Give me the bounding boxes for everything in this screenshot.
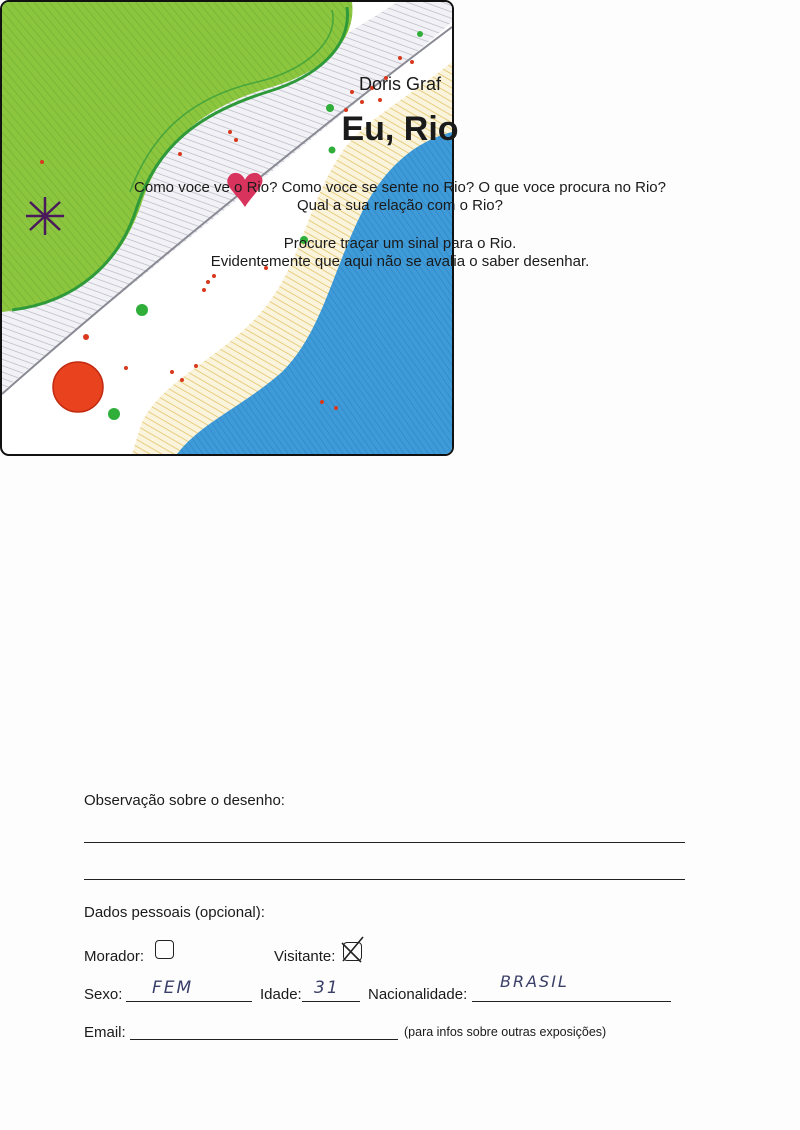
idade-line[interactable] [302, 1001, 360, 1002]
personal-data-label: Dados pessoais (opcional): [84, 904, 265, 921]
question-line-2: Qual a sua relação com o Rio? [297, 197, 503, 214]
sexo-value: FEM [152, 978, 194, 998]
observation-line-2[interactable] [84, 879, 685, 880]
rio-drawing [2, 2, 452, 454]
nacionalidade-label: Nacionalidade: [368, 986, 468, 1003]
email-note: (para infos sobre outras exposições) [404, 1025, 607, 1039]
check-mark-icon [339, 935, 365, 963]
drawing-frame [0, 0, 454, 456]
email-line[interactable] [130, 1039, 398, 1040]
idade-value: 31 [314, 978, 340, 998]
morador-checkbox[interactable] [155, 940, 174, 959]
visitante-label: Visitante: [274, 948, 336, 965]
question-line-1: Como voce ve o Rio? Como voce se sente no Rio? O que voce procura no Rio? [134, 179, 666, 196]
observation-label: Observação sobre o desenho: [84, 792, 285, 809]
sexo-label: Sexo: [84, 986, 123, 1003]
instruction-line-1: Procure traçar um sinal para o Rio. [283, 235, 517, 252]
idade-label: Idade: [260, 986, 302, 1003]
nacionalidade-line[interactable] [472, 1001, 671, 1002]
page-title: Eu, Rio [341, 110, 459, 148]
author-name: Doris Graf [358, 74, 441, 94]
observation-line-1[interactable] [84, 842, 685, 843]
instruction-line-2: Evidentemente que aqui não se avalia o saber desenhar. [210, 253, 590, 270]
morador-label: Morador: [84, 948, 145, 965]
sexo-line[interactable] [126, 1001, 252, 1002]
nacionalidade-value: BRASIL [500, 972, 569, 991]
visitante-checkbox[interactable] [343, 942, 362, 961]
email-label: Email: [84, 1024, 126, 1041]
